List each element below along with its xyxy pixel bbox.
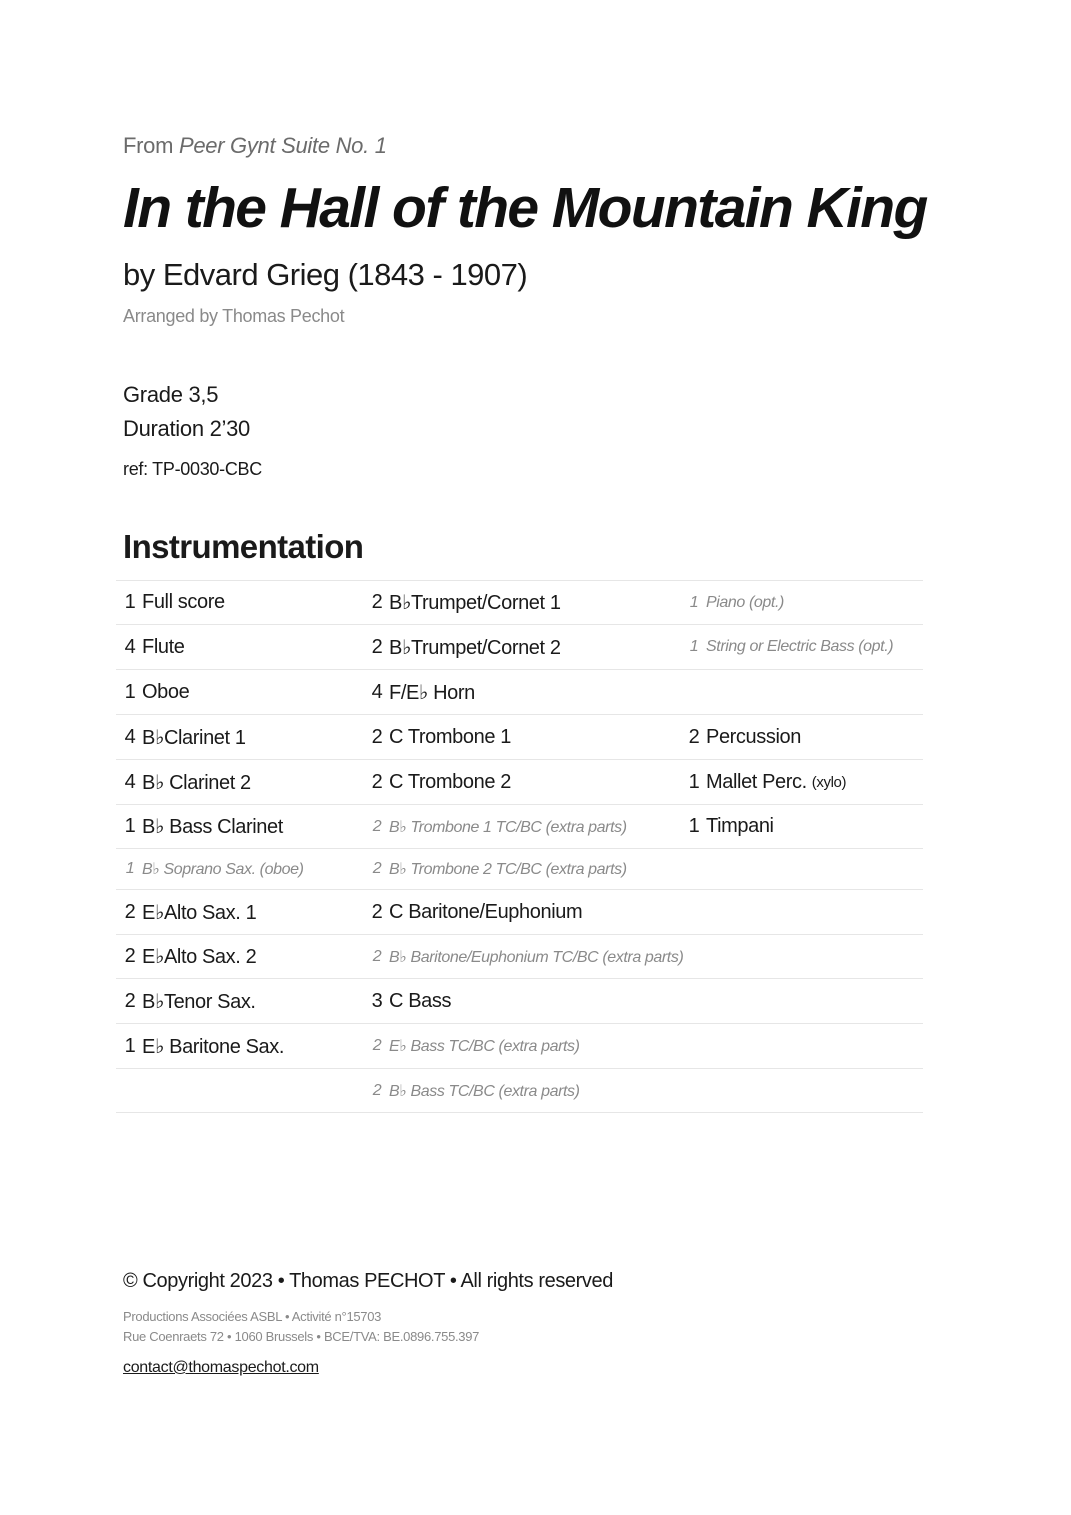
- instrument-name: B♭Clarinet 1: [142, 726, 246, 749]
- instrument-entry: [118, 1024, 284, 1068]
- instrument-quantity: 1: [124, 815, 136, 837]
- suite-name: Peer Gynt Suite No. 1: [178, 133, 387, 158]
- instrument-entry: [365, 849, 627, 889]
- instrument-quantity: 2: [371, 725, 383, 748]
- instrument-entry: [118, 625, 184, 669]
- instrument-entry: [682, 715, 801, 759]
- instrumentation-table: [116, 580, 923, 1113]
- instrument-entry: [365, 715, 511, 759]
- instrument-quantity: 2: [372, 1081, 382, 1099]
- instrument-entry: [118, 890, 256, 934]
- instrument-name: B♭ Trombone 1 TC/BC (extra parts): [389, 818, 627, 836]
- instrument-name: C Trombone 1: [389, 725, 511, 748]
- instrument-name: B♭ Bass TC/BC (extra parts): [389, 1082, 580, 1100]
- instrument-quantity: 1: [688, 815, 700, 837]
- instrument-entry: [365, 670, 475, 714]
- instrument-name: B♭ Clarinet 2: [142, 771, 251, 794]
- instrumentation-row: [116, 849, 923, 890]
- instrument-name: B♭Trumpet/Cornet 1: [389, 592, 561, 614]
- instrumentation-row: [116, 979, 923, 1024]
- address-line: Rue Coenraets 72 • 1060 Brussels • BCE/TVA: BE.0896.755.397: [123, 1329, 480, 1344]
- instrument-name: B♭ Baritone/Euphonium TC/BC (extra parts): [389, 948, 684, 966]
- instrument-quantity: 1: [688, 770, 700, 793]
- instrument-quantity: 2: [124, 989, 136, 1012]
- suite-line: [123, 133, 387, 159]
- instrument-entry: [365, 760, 511, 804]
- instrument-name: B♭Tenor Sax.: [142, 990, 256, 1013]
- instrument-entry: [682, 805, 774, 848]
- instrument-entry: [118, 715, 246, 759]
- instrument-entry: [682, 581, 784, 624]
- instrumentation-row: [116, 670, 923, 715]
- instrument-name: Mallet Perc.: [706, 770, 807, 793]
- instrument-quantity: 2: [372, 860, 382, 877]
- reference-code: ref: TP-0030-CBC: [123, 459, 262, 479]
- instrument-quantity: 4: [371, 680, 383, 703]
- instrument-name: Oboe: [142, 680, 190, 703]
- instrument-name: Flute: [142, 635, 185, 658]
- instrument-name: B♭ Trombone 2 TC/BC (extra parts): [389, 861, 627, 878]
- instrument-entry: [365, 581, 561, 624]
- instrument-entry: [118, 760, 251, 804]
- instrumentation-row: [116, 581, 923, 625]
- instrumentation-row: [116, 890, 923, 935]
- instrument-name: C Baritone/Euphonium: [389, 900, 583, 923]
- instrument-entry: [365, 935, 683, 978]
- suite-prefix: From: [123, 133, 179, 158]
- instrument-entry: [682, 625, 893, 669]
- instrument-quantity: 2: [371, 635, 383, 658]
- instrument-name: E♭ Baritone Sax.: [142, 1035, 284, 1058]
- grade-label: Grade 3,5: [123, 382, 219, 407]
- instrument-name: B♭ Bass Clarinet: [142, 816, 283, 838]
- instrument-quantity: 4: [124, 725, 136, 748]
- instrument-name: E♭ Bass TC/BC (extra parts): [389, 1038, 580, 1055]
- instrument-quantity: 2: [688, 725, 700, 748]
- composer-line: by Edvard Grieg (1843 - 1907): [123, 257, 528, 292]
- instrument-quantity: 2: [124, 945, 136, 967]
- instrument-entry: [365, 890, 582, 934]
- contact-email-link[interactable]: contact@thomaspechot.com: [123, 1359, 319, 1376]
- instrument-quantity: 2: [372, 947, 382, 965]
- instrument-name: B♭Trumpet/Cornet 2: [389, 636, 561, 659]
- instrument-quantity: 1: [124, 591, 136, 613]
- instrument-entry: [118, 805, 283, 848]
- instrument-name: E♭Alto Sax. 2: [142, 946, 257, 968]
- instrument-entry: [118, 670, 189, 714]
- instrument-name: Piano (opt.): [706, 593, 784, 611]
- instrumentation-row: [116, 1024, 923, 1069]
- instrumentation-row: [116, 715, 923, 760]
- instrument-entry: [365, 805, 627, 848]
- instrument-quantity: 2: [124, 900, 136, 923]
- instrument-entry: [118, 849, 304, 889]
- instrumentation-row: [116, 625, 923, 670]
- duration-label: Duration 2’30: [123, 416, 250, 441]
- instrument-quantity: 1: [124, 680, 136, 703]
- instrument-note: (xylo): [811, 773, 847, 791]
- instrument-quantity: 2: [371, 770, 383, 793]
- instrumentation-row: [116, 760, 923, 805]
- instrument-quantity: 2: [372, 817, 382, 835]
- page-title: In the Hall of the Mountain King: [123, 176, 927, 240]
- instrument-quantity: 4: [124, 770, 136, 793]
- instrument-quantity: 2: [371, 900, 383, 923]
- instrument-entry: [118, 979, 256, 1023]
- instrument-name: E♭Alto Sax. 1: [142, 901, 257, 924]
- instrument-entry: [365, 979, 451, 1023]
- instrument-quantity: 3: [371, 989, 383, 1012]
- instrumentation-row: [116, 1069, 923, 1113]
- instrument-quantity: 1: [689, 638, 699, 655]
- instrumentation-heading: Instrumentation: [123, 528, 364, 565]
- instrument-quantity: 4: [124, 635, 136, 658]
- copyright-line: © Copyright 2023 • Thomas PECHOT • All rights reserved: [123, 1270, 613, 1292]
- arranger-line: Arranged by Thomas Pechot: [123, 306, 345, 326]
- instrument-entry: [118, 935, 256, 978]
- instrument-quantity: 1: [689, 593, 699, 611]
- instrument-entry: [365, 1069, 580, 1112]
- organization-line: Productions Associées ASBL • Activité n°15703: [123, 1309, 382, 1324]
- instrumentation-row: [116, 935, 923, 979]
- instrument-name: F/E♭ Horn: [389, 681, 475, 704]
- instrument-name: C Bass: [389, 989, 452, 1012]
- instrument-name: String or Electric Bass (opt.): [706, 638, 894, 655]
- instrument-name: Full score: [142, 591, 225, 613]
- instrument-entry: [682, 760, 846, 804]
- instrument-entry: [118, 581, 225, 624]
- instrument-name: Timpani: [706, 815, 774, 837]
- instrument-entry: [365, 1024, 580, 1068]
- instrument-quantity: 1: [125, 860, 135, 877]
- instrumentation-row: [116, 805, 923, 849]
- instrument-entry: [365, 625, 561, 669]
- instrument-quantity: 1: [124, 1034, 136, 1057]
- instrument-quantity: 2: [371, 591, 383, 613]
- instrument-name: Percussion: [706, 725, 801, 748]
- instrument-quantity: 2: [372, 1037, 382, 1054]
- instrument-name: C Trombone 2: [389, 770, 511, 793]
- instrument-name: B♭ Soprano Sax. (oboe): [142, 861, 304, 878]
